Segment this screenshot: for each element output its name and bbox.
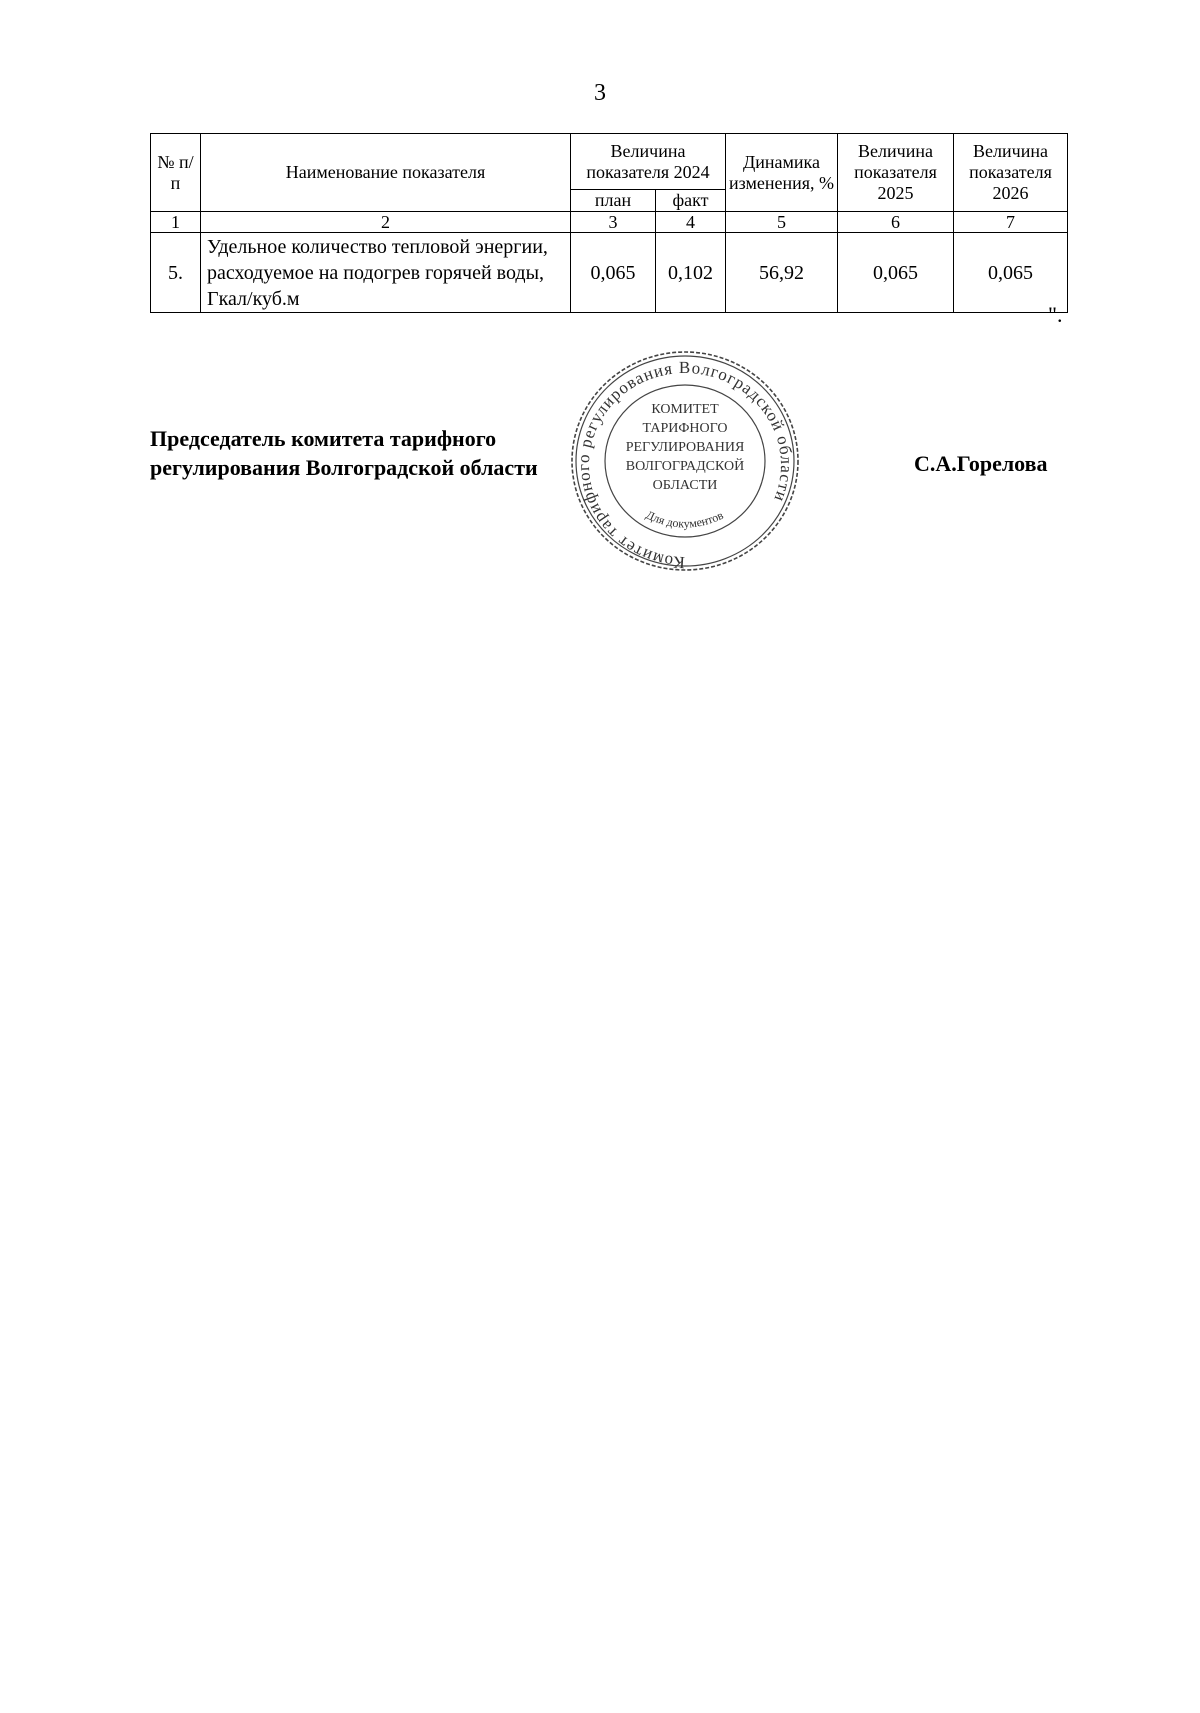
seal-center-line: ВОЛГОГРАДСКОЙ [625, 459, 745, 474]
signature-title-line: регулирования Волгоградской области [150, 455, 538, 480]
row-num: 5. [151, 233, 201, 313]
header-fact: факт [656, 190, 726, 212]
header-value-2026: Величина показателя 2026 [954, 134, 1068, 212]
seal-center-line: КОМИТЕТ [651, 402, 719, 417]
column-index: 3 [571, 212, 656, 233]
row-name: Удельное количество тепловой энергии, расходуемое на подогрев горячей воды, Гкал/куб.м [201, 233, 571, 313]
indicators-table [150, 133, 1068, 313]
signature-title [150, 424, 538, 482]
row-value-2025: 0,065 [838, 233, 954, 313]
seal-outer-text: Комитет тарифного регулирования Волгоградской области [573, 357, 797, 573]
column-index: 5 [726, 212, 838, 233]
column-index: 2 [201, 212, 571, 233]
row-plan: 0,065 [571, 233, 656, 313]
header-value-2025: Величина показателя 2025 [838, 134, 954, 212]
row-fact: 0,102 [656, 233, 726, 313]
header-num: № п/п [151, 134, 201, 212]
signature-name: С.А.Горелова [914, 451, 1048, 476]
seal-inner-text: Для документов [643, 507, 726, 531]
seal-center-line: РЕГУЛИРОВАНИЯ [625, 440, 745, 455]
row-value-2026: 0,065 [954, 233, 1068, 313]
header-name: Наименование показателя [201, 134, 571, 212]
column-index: 4 [656, 212, 726, 233]
column-index: 7 [954, 212, 1068, 233]
seal-center-line: ОБЛАСТИ [652, 478, 718, 493]
row-dynamics: 56,92 [726, 233, 838, 313]
closing-quote: ". [1048, 302, 1063, 327]
header-value-2024: Величина показателя 2024 [571, 134, 726, 190]
page-number: 3 [594, 80, 606, 106]
column-index: 6 [838, 212, 954, 233]
column-index: 1 [151, 212, 201, 233]
header-plan: план [571, 190, 656, 212]
seal-center-line: ТАРИФНОГО [642, 421, 728, 436]
seal-stamp [565, 345, 805, 577]
column-index-row [151, 212, 1068, 233]
table-row [151, 233, 1068, 313]
header-dynamics: Динамика изменения, % [726, 134, 838, 212]
signature-title-line: Председатель комитета тарифного [150, 426, 497, 451]
